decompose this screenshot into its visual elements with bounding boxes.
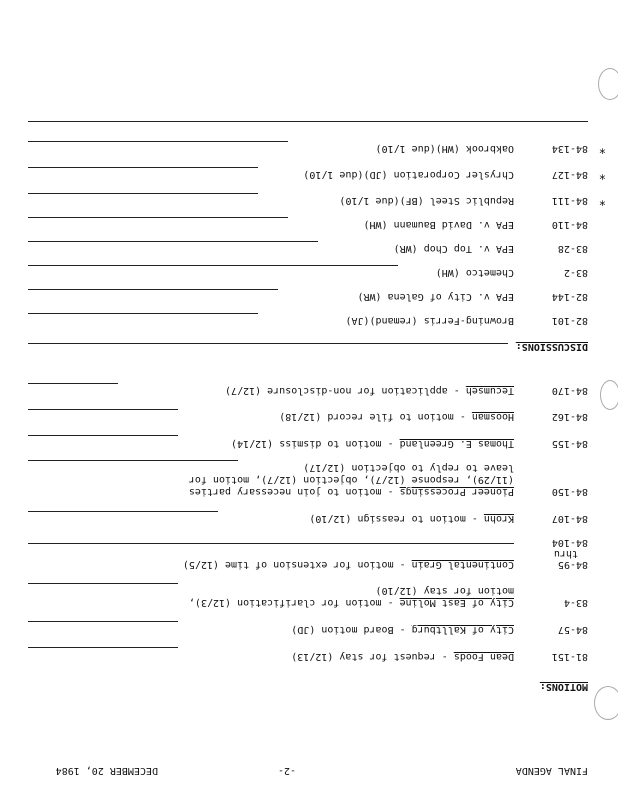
motion-detail: leave to reply to objection (12/17) (303, 462, 514, 473)
signature-line (28, 241, 318, 242)
signature-line (28, 265, 398, 266)
motion-number: 84-155 (551, 438, 588, 449)
motion-detail: - motion for extension of time (12/5) (182, 559, 412, 570)
motion-detail: - application for non-disclosure (12/7) (225, 385, 466, 396)
motion-detail: - motion to file record (12/18) (279, 411, 472, 422)
discussion-text: Browning-Ferris (remand)(JA) (345, 315, 514, 326)
motion-text (189, 597, 514, 608)
motion-text (183, 559, 514, 570)
motion-party: Tecumseh (465, 385, 514, 396)
signature-line (28, 543, 514, 544)
motion-detail: - request for stay (12/13) (291, 651, 454, 662)
header-date: DECEMBER 20, 1984 (55, 765, 158, 776)
discussion-number: 82-101 (551, 315, 588, 326)
signature-line (28, 460, 238, 461)
signature-line (28, 409, 178, 410)
signature-line (28, 383, 118, 384)
motion-text (225, 385, 514, 396)
discussion-number: 84-134 (551, 143, 588, 154)
motion-party: Hoosman (471, 411, 514, 422)
motion-number: 84-57 (557, 624, 588, 635)
motion-text (231, 438, 514, 449)
discussions-heading: DISCUSSIONS: (515, 341, 588, 352)
signature-line (28, 289, 278, 290)
discussion-text: EPA v. City of Galena (WR) (357, 291, 514, 302)
signature-line (28, 193, 258, 194)
motion-number: 84-104 (551, 537, 588, 548)
motion-detail: (11/29), response (12/7), objection (12/7), motion for (188, 474, 514, 485)
motions-heading: MOTIONS: (539, 681, 588, 692)
discussion-text: Chrysler Corporation (JD)(due 1/10) (303, 169, 514, 180)
signature-line (28, 435, 178, 436)
signature-line (28, 313, 258, 314)
signature-line (28, 511, 218, 512)
motion-text (291, 624, 514, 635)
discussion-number: 84-127 (551, 169, 588, 180)
priority-star: * (598, 142, 606, 156)
signature-line (28, 621, 178, 622)
discussion-number: 82-144 (551, 291, 588, 302)
motion-number: 84-162 (551, 411, 588, 422)
signature-line (28, 583, 178, 584)
motion-party: Continental Grain (411, 559, 514, 570)
motion-detail: - Board motion (JD) (291, 624, 412, 635)
motion-party: Thomas E. Greenland (399, 438, 514, 449)
motion-number: 81-151 (551, 651, 588, 662)
punch-hole-mark (600, 380, 618, 410)
motion-number: 83-4 (563, 597, 588, 608)
motion-detail: - motion to dismiss (12/14) (231, 438, 400, 449)
discussion-number: 84-110 (551, 219, 588, 230)
motion-number: 84-170 (551, 385, 588, 396)
bottom-rule (28, 121, 588, 122)
signature-line (28, 647, 178, 648)
discussion-number: 83-28 (557, 243, 588, 254)
discussion-text: EPA v. David Baumann (WH) (363, 219, 514, 230)
motion-thru: thru (553, 548, 578, 559)
signature-line (28, 141, 288, 142)
motion-party: Dean Foods (453, 651, 514, 662)
discussion-text: Chemetco (WH) (435, 267, 514, 278)
motion-text (279, 411, 514, 422)
motion-text (291, 651, 514, 662)
motion-text-continued (189, 474, 514, 485)
header-page-number: -2- (277, 765, 296, 776)
motion-party: City of East Moline (399, 597, 514, 608)
punch-hole-mark (594, 686, 618, 720)
motion-number: 84-150 (551, 486, 588, 497)
motion-party: City of Kalltburg (411, 624, 514, 635)
motion-text (189, 486, 514, 497)
motion-number: 84-95 (557, 559, 588, 570)
discussion-text: Oakbrook (WH)(due 1/10) (375, 143, 514, 154)
motion-detail: - motion to join necessary parties (188, 486, 400, 497)
header-left: FINAL AGENDA (515, 765, 588, 776)
motion-detail: - motion for clarification (12/3), (188, 597, 400, 608)
motion-number: 84-107 (551, 513, 588, 524)
section-rule (28, 343, 508, 344)
signature-line (28, 217, 288, 218)
motion-party: Krohn (483, 513, 514, 524)
motion-party: Pioneer Processings (399, 486, 514, 497)
discussion-text: EPA v. Top Chop (WR) (393, 243, 514, 254)
priority-star: * (598, 194, 606, 208)
priority-star: * (598, 168, 606, 182)
discussion-number: 83-2 (563, 267, 588, 278)
signature-line (28, 167, 258, 168)
motion-text-continued (376, 585, 514, 596)
motion-text-continued (303, 462, 514, 473)
punch-hole-mark (598, 68, 618, 100)
motion-detail: motion for stay (12/10) (375, 585, 514, 596)
motion-detail: - motion to reassign (12/10) (309, 513, 484, 524)
discussion-text: Republic Steel (BF)(due 1/10) (339, 195, 514, 206)
discussion-number: 84-111 (551, 195, 588, 206)
motion-text (309, 513, 514, 524)
